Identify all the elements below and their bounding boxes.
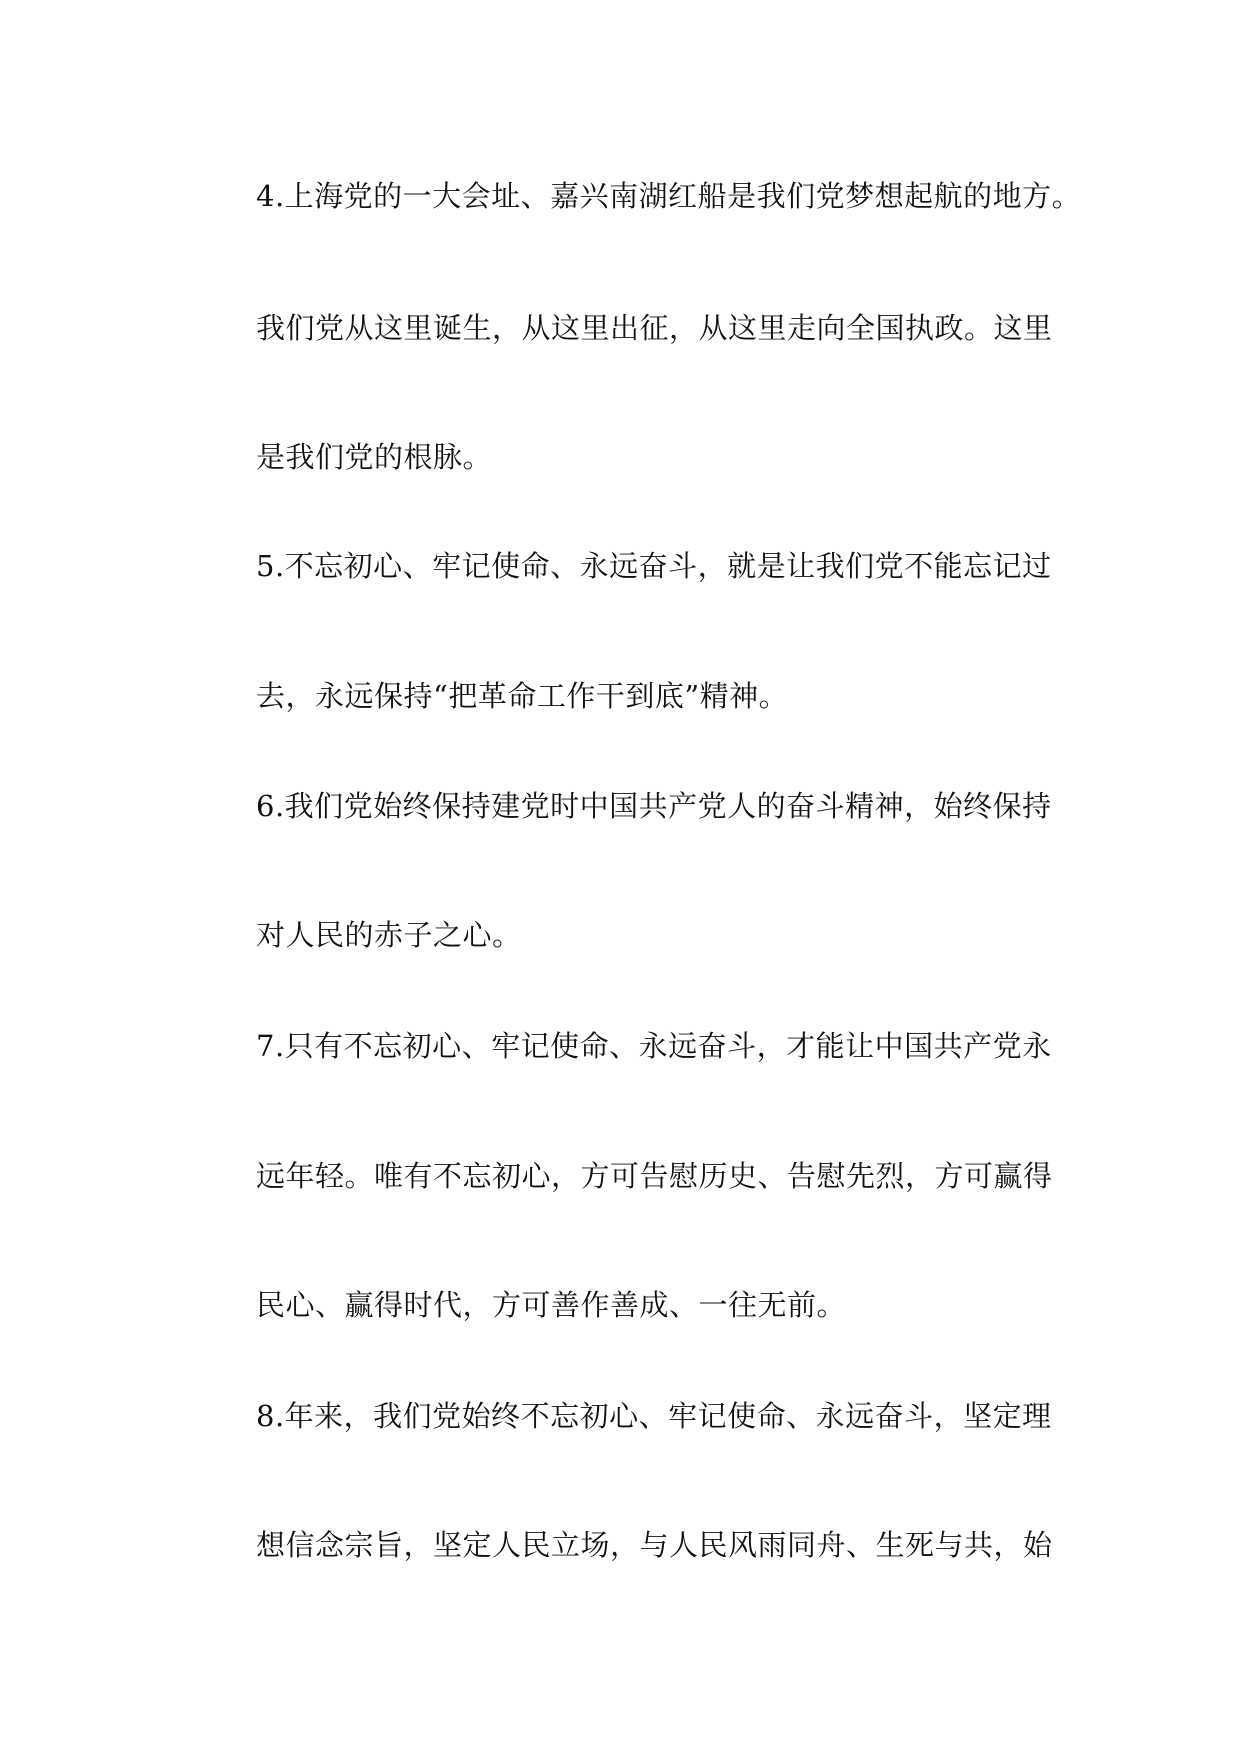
text-line: 5.不忘初心、牢记使命、永远奋斗，就是让我们党不能忘记过 — [256, 549, 1052, 583]
text-line: 民心、赢得时代，方可善作善成、一往无前。 — [256, 1288, 847, 1322]
text-line: 远年轻。唯有不忘初心，方可告慰历史、告慰先烈，方可赢得 — [256, 1159, 1053, 1193]
text-line: 对人民的赤子之心。 — [256, 918, 522, 952]
text-line: 我们党从这里诞生，从这里出征，从这里走向全国执政。这里 — [256, 311, 1053, 345]
text-line: 4.上海党的一大会址、嘉兴南湖红船是我们党梦想起航的地方。 — [256, 179, 1082, 213]
text-line: 去，永远保持“把革命工作干到底”精神。 — [256, 679, 789, 713]
text-line: 想信念宗旨，坚定人民立场，与人民风雨同舟、生死与共，始 — [256, 1528, 1053, 1562]
text-line: 6.我们党始终保持建党时中国共产党人的奋斗精神，始终保持 — [256, 789, 1052, 823]
text-line: 7.只有不忘初心、牢记使命、永远奋斗，才能让中国共产党永 — [256, 1029, 1052, 1063]
text-line: 8.年来，我们党始终不忘初心、牢记使命、永远奋斗，坚定理 — [256, 1399, 1052, 1433]
text-line: 是我们党的根脉。 — [256, 440, 493, 474]
